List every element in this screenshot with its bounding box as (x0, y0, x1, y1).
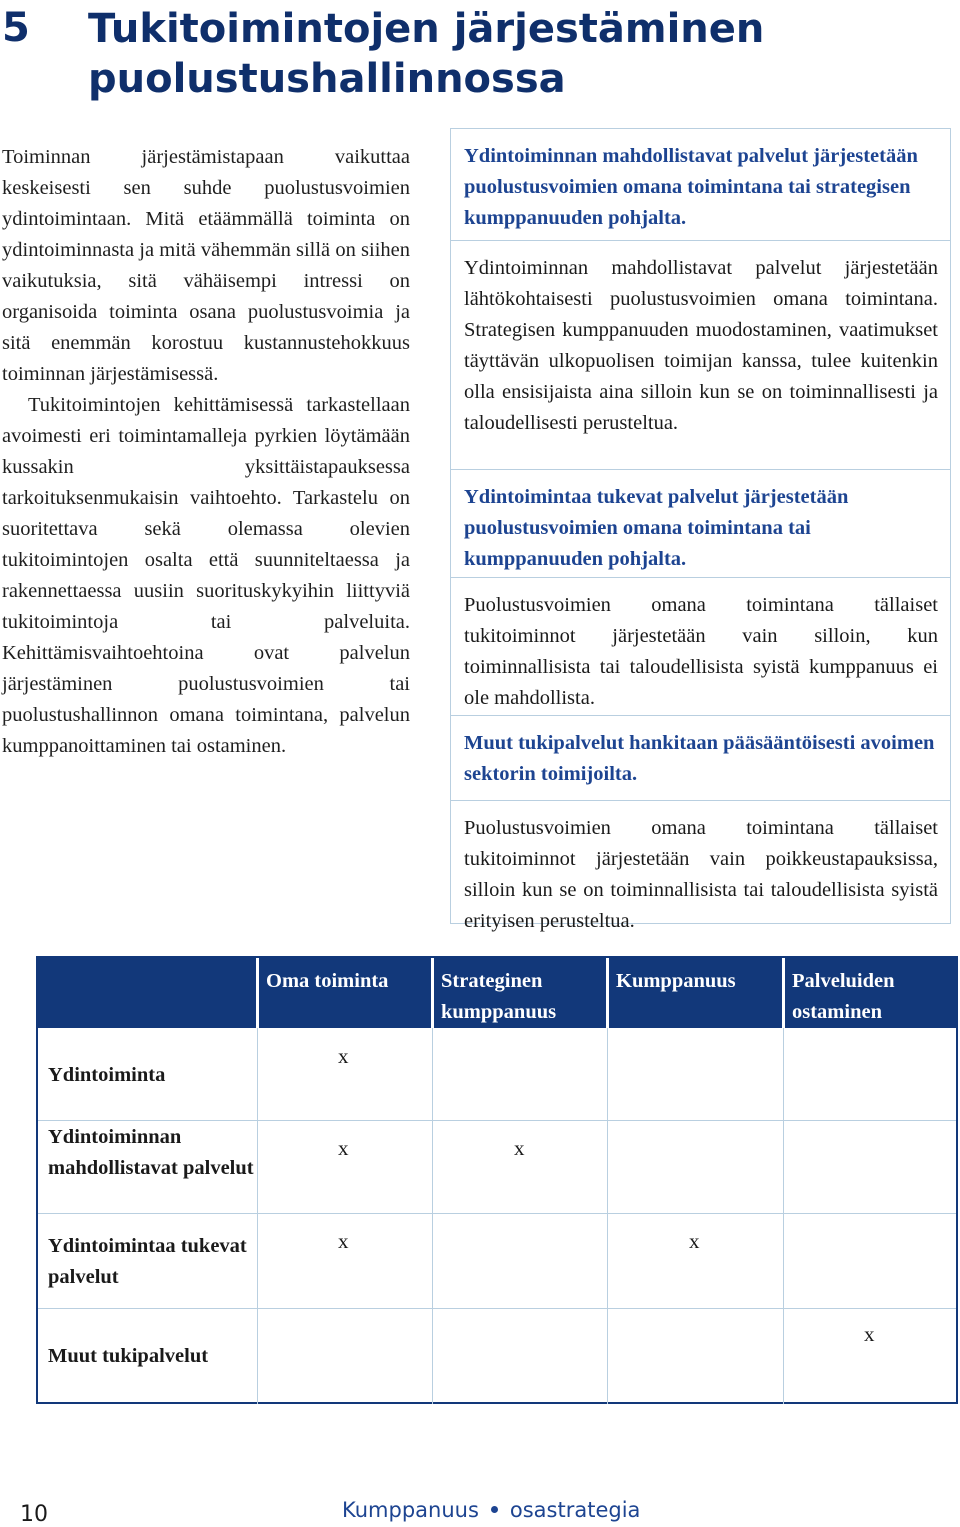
chapter-title-line2: puolustushallinnossa (88, 56, 566, 102)
matrix-mark: x (689, 1229, 700, 1253)
footer-publication (342, 1498, 662, 1522)
matrix-mark: x (864, 1322, 875, 1346)
principle-body-text: Puolustusvoimien omana toimintana tällaiset tukitoiminnot järjestetään vain poikkeustapauksissa, silloin kun se on toiminnallisista tai taloudellisista syistä erityisen perusteltua. (464, 817, 938, 932)
matrix-mark: x (338, 1044, 349, 1068)
matrix-row-divider (38, 1308, 956, 1309)
matrix-mark: x (514, 1136, 525, 1160)
matrix-row-divider (38, 1213, 956, 1214)
body-paragraph-1: Toiminnan järjestämistapaan vaikuttaa keskeisesti sen suhde puolustusvoimien ydintoimintaan. Mitä etäämmällä toiminta on ydintoiminnasta ja mitä vähemmän sillä on siihen vaikutuksia, sitä vähäisempi intressi on organisoida toiminta osana puolustusvoimia ja sitä enemmän korostuu kustannustehokkuus toiminnan järjestämisessä. (2, 146, 410, 385)
principles-box (450, 128, 951, 932)
principle-heading-text: Muut tukipalvelut hankitaan pääsääntöisesti avoimen sektorin toimijoilta. (464, 732, 935, 785)
matrix-row-label: Ydintoimintaa tukevat palvelut (48, 1235, 247, 1288)
chapter-title-line1: Tukitoimintojen järjestäminen (88, 6, 765, 52)
principle-body-text: Puolustusvoimien omana toimintana tällaiset tukitoiminnot järjestetään vain silloin, kun toiminnallisista tai taloudellisista syistä kumppanuus ei ole mahdollista. (464, 594, 938, 709)
principle-heading-text: Ydintoiminnan mahdollistavat palvelut järjestetään puolustusvoimien omana toimintana tai strategisen kumppanuuden pohjalta. (464, 145, 918, 229)
principle-body-text: Ydintoiminnan mahdollistavat palvelut järjestetään lähtökohtaisesti puolustusvoimien omana toimintana. Strategisen kumppanuuden muodostaminen, vaatimukset täyttävän ulkopuolisen toimijan kanssa, tulee kuitenkin olla ensisijaista aina silloin kun se on toiminnallisesti ja taloudellisesti perusteltua. (464, 257, 938, 434)
principle-heading-text: Ydintoimintaa tukevat palvelut järjestetään puolustusvoimien omana toimintana tai kumppanuuden pohjalta. (464, 486, 849, 570)
service-matrix-table (36, 956, 958, 1404)
principle-body (451, 578, 950, 716)
chapter-title (88, 4, 948, 104)
matrix-col-divider (607, 1028, 608, 1404)
matrix-mark: x (338, 1136, 349, 1160)
matrix-mark: x (338, 1229, 349, 1253)
footer-publication-part1: Kumppanuus (342, 1498, 479, 1522)
matrix-col-divider (432, 1028, 433, 1404)
left-column (2, 142, 410, 762)
principle-heading (451, 129, 950, 241)
matrix-row-divider (38, 1120, 956, 1121)
matrix-column-header: Oma toiminta (266, 970, 389, 992)
footer-publication-part2: osastrategia (509, 1498, 641, 1522)
principle-body (451, 241, 950, 470)
page-number: 10 (20, 1502, 48, 1527)
principle-heading (451, 716, 950, 801)
matrix-column-header: Kumppanuus (616, 970, 736, 992)
matrix-row-label: Muut tukipalvelut (48, 1345, 209, 1367)
chapter-number: 5 (2, 5, 30, 51)
matrix-column-header: Palveluiden ostaminen (792, 970, 895, 1023)
matrix-col-divider (783, 1028, 784, 1404)
bullet-dot-icon (491, 1506, 498, 1513)
principle-heading (451, 470, 950, 578)
matrix-row-label: Ydintoiminnan mahdollistavat palvelut (48, 1126, 254, 1179)
matrix-column-header: Strateginen kumppanuus (441, 970, 557, 1023)
matrix-row-label: Ydintoiminta (48, 1064, 166, 1086)
body-paragraph-2: Tukitoimintojen kehittämisessä tarkastellaan avoimesti eri toimintamalleja pyrkien löytämään kussakin yksittäistapauksessa tarkoituksenmukaisin vaihtoehto. Tarkastelu on suoritettava sekä olemassa olevien tukitoimintojen osalta että suunniteltaessa ja rakennettaessa uusiin suorituskykyihin liittyviä tukitoimintoja tai palveluita. Kehittämisvaihtoehtoina ovat palvelun järjestäminen puolustusvoimien tai puolustushallinnon omana toimintana, palvelun kumppanoittaminen tai ostaminen. (2, 394, 410, 757)
principle-body (451, 801, 950, 932)
